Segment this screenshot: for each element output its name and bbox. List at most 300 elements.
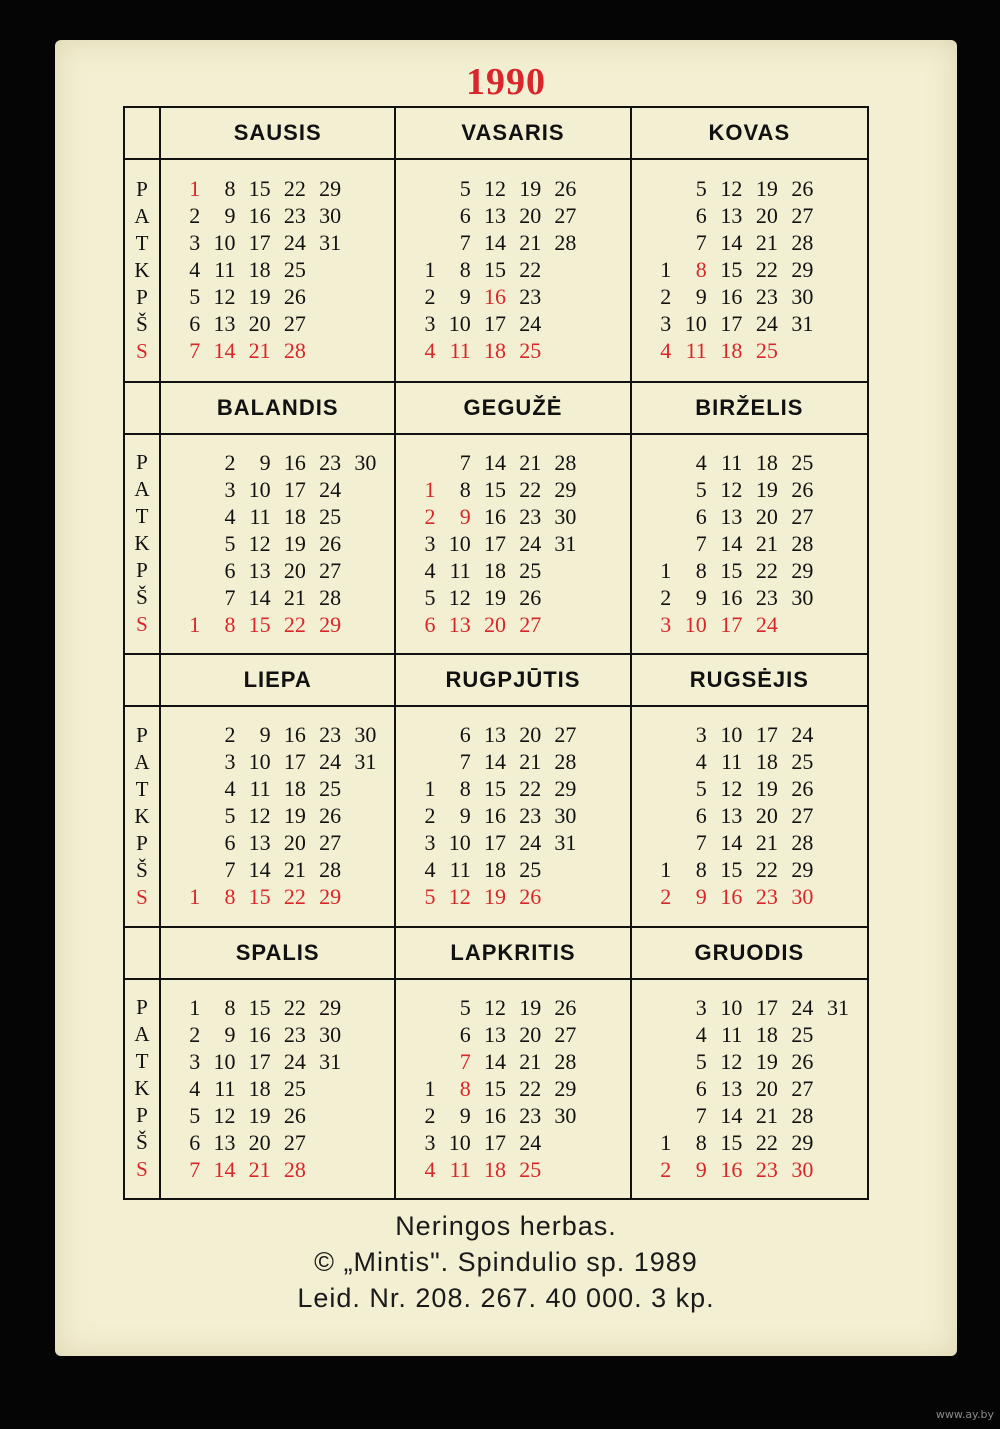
holiday-date: 24: [755, 611, 778, 637]
footer-line-2: © „Mintis". Spindulio sp. 1989: [314, 1247, 698, 1277]
date-cell: 22: [755, 257, 778, 283]
date-cell: 27: [319, 830, 342, 856]
date-cell: 26: [283, 284, 306, 310]
date-cell: 22: [755, 557, 778, 583]
date-cell: 7: [695, 530, 707, 556]
date-cell: 16: [483, 803, 506, 829]
quarter-row: [161, 653, 867, 926]
date-cell: 29: [791, 257, 814, 283]
date-cell: 25: [791, 1021, 814, 1047]
date-cell: 20: [755, 503, 778, 529]
weekday-row: [169, 1048, 380, 1075]
date-cell: 29: [554, 776, 577, 802]
calendar-card: [55, 40, 957, 1356]
date-cell: 27: [791, 1075, 814, 1101]
weekday-row: [640, 530, 853, 557]
holiday-date: 1: [189, 611, 201, 637]
date-cell: 10: [448, 1129, 471, 1155]
weekday-row: [169, 611, 380, 638]
month-days: [161, 435, 394, 654]
date-cell: 7: [459, 449, 471, 475]
weekday-column: [125, 653, 161, 926]
footer-line-3: Leid. Nr. 208. 267. 40 000. 3 kp.: [297, 1283, 715, 1313]
date-cell: 26: [519, 584, 542, 610]
holiday-date: 2: [660, 1156, 672, 1182]
date-cell: 15: [483, 476, 506, 502]
date-cell: 12: [720, 776, 743, 802]
date-cell: 21: [519, 230, 542, 256]
weekday-row: [640, 749, 853, 776]
date-cell: 20: [283, 830, 306, 856]
date-cell: 5: [695, 776, 707, 802]
date-cell: 14: [483, 230, 506, 256]
weekday-row: [640, 203, 853, 230]
date-cell: 2: [424, 1102, 436, 1128]
date-cell: 23: [283, 1021, 306, 1047]
date-cell: 1: [189, 994, 201, 1020]
date-cell: 4: [189, 257, 201, 283]
holiday-date: 3: [660, 611, 672, 637]
date-cell: 31: [791, 311, 814, 337]
date-cell: 31: [319, 1048, 342, 1074]
date-cell: 5: [224, 530, 236, 556]
date-cell: 13: [248, 557, 271, 583]
weekday-row: [404, 203, 615, 230]
weekday-row: [404, 530, 615, 557]
date-cell: 8: [695, 1129, 707, 1155]
holiday-date: 6: [424, 611, 436, 637]
date-cell: 6: [459, 722, 471, 748]
weekday-row: [404, 749, 615, 776]
date-cell: 24: [319, 476, 342, 502]
holiday-date: 15: [248, 611, 271, 637]
holiday-date: 10: [684, 611, 707, 637]
date-cell: 4: [424, 557, 436, 583]
holiday-date: 22: [283, 884, 306, 910]
weekday-letter: P: [136, 558, 148, 583]
holiday-date: 8: [224, 611, 236, 637]
date-cell: 6: [224, 557, 236, 583]
date-cell: 14: [720, 530, 743, 556]
date-cell: 19: [755, 1048, 778, 1074]
date-cell: 9: [695, 584, 707, 610]
holiday-date: 5: [424, 884, 436, 910]
month-days: [632, 160, 867, 381]
weekday-row: [404, 1102, 615, 1129]
date-cell: 7: [224, 584, 236, 610]
date-cell: 16: [283, 722, 306, 748]
weekday-letter: P: [136, 176, 148, 201]
date-cell: 9: [459, 284, 471, 310]
date-cell: 3: [189, 1048, 201, 1074]
date-cell: 19: [248, 284, 271, 310]
holiday-date: 16: [720, 1156, 743, 1182]
date-cell: 3: [424, 830, 436, 856]
date-cell: 30: [791, 584, 814, 610]
weekday-row: [404, 284, 615, 311]
month-name: RUGSĖJIS: [632, 655, 867, 707]
weekday-row: [169, 1021, 380, 1048]
date-cell: 26: [791, 1048, 814, 1074]
date-cell: 7: [695, 830, 707, 856]
holiday-date: 14: [213, 1156, 236, 1182]
date-cell: 9: [695, 284, 707, 310]
weekday-row: [640, 884, 853, 911]
holiday-date: 9: [695, 884, 707, 910]
date-cell: 28: [791, 530, 814, 556]
weekday-row: [404, 584, 615, 611]
month-days: [161, 707, 394, 926]
date-cell: 9: [259, 449, 271, 475]
date-cell: 17: [755, 722, 778, 748]
date-cell: 11: [721, 1021, 743, 1047]
date-cell: 19: [483, 584, 506, 610]
month-block: [632, 655, 867, 926]
weekday-row: [169, 722, 380, 749]
date-cell: 30: [354, 722, 377, 748]
date-cell: 24: [519, 530, 542, 556]
date-cell: 16: [483, 503, 506, 529]
date-cell: 5: [424, 584, 436, 610]
date-cell: 4: [224, 776, 236, 802]
weekday-row: [404, 311, 615, 338]
weekday-row: [169, 203, 380, 230]
date-cell: 19: [755, 476, 778, 502]
month-days: [632, 435, 867, 654]
date-cell: 15: [720, 857, 743, 883]
holiday-date: 11: [685, 338, 707, 364]
date-cell: 8: [695, 557, 707, 583]
date-cell: 19: [283, 803, 306, 829]
date-cell: 25: [519, 557, 542, 583]
weekday-row: [169, 530, 380, 557]
weekday-row: [404, 803, 615, 830]
holiday-date: 11: [449, 338, 471, 364]
weekday-row: [640, 722, 853, 749]
weekday-row: [640, 311, 853, 338]
date-cell: 18: [248, 257, 271, 283]
date-cell: 12: [248, 530, 271, 556]
month-block: [396, 655, 631, 926]
date-cell: 26: [319, 803, 342, 829]
date-cell: 26: [791, 476, 814, 502]
weekday-letter: P: [136, 995, 148, 1020]
date-cell: 27: [554, 1021, 577, 1047]
weekday-row: [169, 994, 380, 1021]
holiday-date: 18: [720, 338, 743, 364]
weekday-letter: T: [135, 776, 149, 801]
weekday-letter: P: [136, 722, 148, 747]
weekday-row: [404, 1129, 615, 1156]
date-cell: 21: [755, 230, 778, 256]
date-cell: 23: [319, 449, 342, 475]
weekday-row: [640, 830, 853, 857]
date-cell: 6: [189, 1129, 201, 1155]
weekday-letter: A: [134, 1022, 150, 1047]
date-cell: 19: [283, 530, 306, 556]
month-name: SAUSIS: [161, 108, 394, 160]
date-cell: 19: [519, 994, 542, 1020]
holiday-date: 16: [483, 284, 506, 310]
date-cell: 27: [283, 1129, 306, 1155]
date-cell: 13: [483, 203, 506, 229]
date-cell: 30: [554, 1102, 577, 1128]
holiday-date: 7: [189, 1156, 201, 1182]
date-cell: 15: [720, 1129, 743, 1155]
date-cell: 7: [459, 749, 471, 775]
date-cell: 21: [519, 449, 542, 475]
weekday-column-header: [125, 108, 159, 160]
weekday-letter: K: [134, 803, 150, 828]
date-cell: 13: [248, 830, 271, 856]
date-cell: 10: [448, 530, 471, 556]
weekday-letter: A: [134, 203, 150, 228]
date-cell: 1: [660, 857, 672, 883]
date-cell: 17: [483, 530, 506, 556]
date-cell: 4: [695, 749, 707, 775]
date-cell: 22: [519, 476, 542, 502]
weekday-row: [169, 749, 380, 776]
date-cell: 12: [720, 176, 743, 202]
date-cell: 23: [519, 503, 542, 529]
weekday-row: [404, 257, 615, 284]
holiday-date: 9: [459, 503, 471, 529]
date-cell: 17: [248, 230, 271, 256]
date-cell: 14: [720, 830, 743, 856]
date-cell: 24: [791, 722, 814, 748]
date-cell: 8: [459, 776, 471, 802]
date-cell: 10: [448, 311, 471, 337]
weekday-row: [169, 476, 380, 503]
weekday-row: [640, 257, 853, 284]
date-cell: 25: [791, 749, 814, 775]
date-cell: 24: [283, 1048, 306, 1074]
date-cell: 29: [791, 857, 814, 883]
weekday-row: [404, 1048, 615, 1075]
holiday-date: 14: [213, 338, 236, 364]
date-cell: 10: [248, 476, 271, 502]
weekday-letter: S: [136, 1157, 148, 1182]
date-cell: 27: [791, 503, 814, 529]
weekday-row: [169, 1102, 380, 1129]
date-cell: 17: [248, 1048, 271, 1074]
date-cell: 2: [189, 1021, 201, 1047]
month-name: RUGPJŪTIS: [396, 655, 629, 707]
quarter-row: [161, 108, 867, 381]
date-cell: 26: [283, 1102, 306, 1128]
month-days: [632, 707, 867, 926]
holiday-date: 23: [755, 884, 778, 910]
weekday-letter: Š: [136, 585, 148, 610]
date-cell: 19: [519, 176, 542, 202]
month-days: [396, 707, 629, 926]
holiday-date: 21: [248, 1156, 271, 1182]
holiday-date: 1: [424, 476, 436, 502]
date-cell: 25: [519, 857, 542, 883]
month-block: [396, 928, 631, 1199]
date-cell: 20: [519, 1021, 542, 1047]
month-days: [161, 160, 394, 381]
date-cell: 1: [424, 1075, 436, 1101]
date-cell: 11: [449, 557, 471, 583]
date-cell: 27: [554, 722, 577, 748]
date-cell: 15: [248, 994, 271, 1020]
date-cell: 17: [483, 311, 506, 337]
date-cell: 8: [459, 257, 471, 283]
weekday-row: [169, 803, 380, 830]
date-cell: 3: [660, 311, 672, 337]
calendar-year: 1990: [466, 61, 546, 103]
weekday-row: [169, 884, 380, 911]
date-cell: 24: [755, 311, 778, 337]
date-cell: 17: [283, 476, 306, 502]
date-cell: 20: [248, 311, 271, 337]
holiday-date: 4: [660, 338, 672, 364]
date-cell: 12: [213, 1102, 236, 1128]
weekday-row: [169, 830, 380, 857]
date-cell: 28: [319, 584, 342, 610]
month-days: [161, 980, 394, 1199]
date-cell: 23: [755, 284, 778, 310]
date-cell: 30: [354, 449, 377, 475]
date-cell: 20: [248, 1129, 271, 1155]
date-cell: 13: [720, 1075, 743, 1101]
date-cell: 23: [283, 203, 306, 229]
weekday-row: [640, 476, 853, 503]
date-cell: 1: [424, 776, 436, 802]
date-cell: 15: [720, 257, 743, 283]
weekday-letter: A: [134, 477, 150, 502]
weekday-row: [404, 230, 615, 257]
date-cell: 7: [695, 1102, 707, 1128]
date-cell: 22: [519, 776, 542, 802]
holiday-date: 27: [519, 611, 542, 637]
weekday-row: [404, 994, 615, 1021]
date-cell: 29: [791, 557, 814, 583]
weekday-row: [640, 1048, 853, 1075]
date-cell: 1: [660, 557, 672, 583]
weekday-letter: S: [136, 884, 148, 909]
date-cell: 2: [660, 584, 672, 610]
date-cell: 2: [424, 803, 436, 829]
weekday-row: [169, 503, 380, 530]
weekday-row: [169, 584, 380, 611]
weekday-row: [169, 776, 380, 803]
date-cell: 22: [283, 176, 306, 202]
weekday-row: [404, 176, 615, 203]
date-cell: 10: [448, 830, 471, 856]
date-cell: 2: [224, 722, 236, 748]
holiday-date: 22: [283, 611, 306, 637]
date-cell: 5: [459, 176, 471, 202]
date-cell: 23: [319, 722, 342, 748]
month-block: [632, 108, 867, 381]
date-cell: 6: [459, 1021, 471, 1047]
date-cell: 13: [213, 311, 236, 337]
weekday-row: [404, 776, 615, 803]
date-cell: 11: [721, 449, 743, 475]
date-cell: 10: [213, 230, 236, 256]
date-cell: 25: [791, 449, 814, 475]
month-days: [396, 435, 629, 654]
month-block: [161, 108, 396, 381]
date-cell: 6: [695, 1075, 707, 1101]
date-cell: 11: [449, 857, 471, 883]
date-cell: 3: [424, 1129, 436, 1155]
date-cell: 22: [755, 857, 778, 883]
date-cell: 31: [554, 530, 577, 556]
date-cell: 3: [695, 722, 707, 748]
date-cell: 14: [483, 1048, 506, 1074]
date-cell: 10: [720, 994, 743, 1020]
date-cell: 24: [283, 230, 306, 256]
holiday-date: 18: [483, 1156, 506, 1182]
weekday-row: [640, 449, 853, 476]
date-cell: 9: [459, 1102, 471, 1128]
holiday-date: 9: [695, 1156, 707, 1182]
date-cell: 24: [519, 1129, 542, 1155]
date-cell: 11: [721, 749, 743, 775]
date-cell: 21: [519, 749, 542, 775]
weekday-row: [640, 557, 853, 584]
date-cell: 6: [695, 203, 707, 229]
date-cell: 4: [695, 449, 707, 475]
weekday-row: [169, 311, 380, 338]
month-name: VASARIS: [396, 108, 629, 160]
date-cell: 2: [424, 284, 436, 310]
date-cell: 15: [248, 176, 271, 202]
weekday-row: [640, 776, 853, 803]
date-cell: 19: [248, 1102, 271, 1128]
date-cell: 30: [791, 284, 814, 310]
date-cell: 23: [755, 584, 778, 610]
date-cell: 11: [214, 1075, 236, 1101]
date-cell: 14: [720, 1102, 743, 1128]
weekday-letter: A: [134, 749, 150, 774]
holiday-date: 29: [319, 611, 342, 637]
weekday-letter: T: [135, 230, 149, 255]
date-cell: 27: [791, 203, 814, 229]
weekday-row: [640, 857, 853, 884]
weekday-row: [169, 257, 380, 284]
date-cell: 15: [483, 257, 506, 283]
date-cell: 31: [826, 994, 849, 1020]
date-cell: 18: [755, 449, 778, 475]
date-cell: 22: [755, 1129, 778, 1155]
weekday-letter: T: [135, 1049, 149, 1074]
date-cell: 14: [248, 584, 271, 610]
date-cell: 15: [483, 776, 506, 802]
date-cell: 26: [791, 776, 814, 802]
date-cell: 9: [259, 722, 271, 748]
date-cell: 5: [189, 1102, 201, 1128]
date-cell: 17: [483, 830, 506, 856]
weekday-row: [640, 1021, 853, 1048]
date-cell: 28: [554, 749, 577, 775]
date-cell: 5: [695, 476, 707, 502]
date-cell: 20: [519, 203, 542, 229]
weekday-column-header: [125, 383, 159, 435]
date-cell: 3: [224, 476, 236, 502]
weekday-row: [404, 1156, 615, 1183]
weekday-letter: P: [136, 1103, 148, 1128]
date-cell: 17: [283, 749, 306, 775]
holiday-date: 8: [459, 1075, 471, 1101]
date-cell: 13: [213, 1129, 236, 1155]
weekday-row: [169, 176, 380, 203]
holiday-date: 1: [189, 176, 201, 202]
date-cell: 3: [189, 230, 201, 256]
